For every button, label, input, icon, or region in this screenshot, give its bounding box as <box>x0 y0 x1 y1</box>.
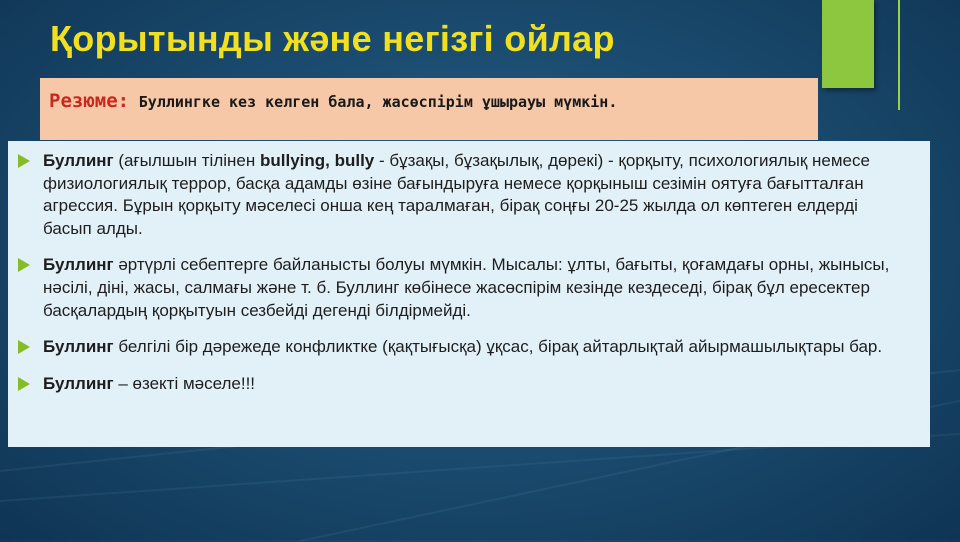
bullet-term: Буллинг <box>43 373 114 393</box>
bullet-list <box>18 150 898 409</box>
bullet-text: әртүрлі себептерге байланысты болуы мүмкін. Мысалы: ұлты, бағыты, қоғамдағы орны, жынысы, нәсілі, діні, жасы, салмағы және т. б. Буллинг көбінесе жасөспірім кезінде кездеседі, бірақ бұл ересектер басқалардың қорқытуын сезбейді дегенді білдірмейді. <box>43 255 890 320</box>
bullet-arrow-icon <box>18 154 30 168</box>
bullet-item <box>18 254 898 322</box>
bullet-item <box>18 373 898 396</box>
green-accent-line <box>898 0 900 110</box>
bullet-arrow-icon <box>18 377 30 391</box>
bullet-text: (ағылшын тілінен <box>113 151 260 170</box>
bullet-term: Буллинг <box>43 255 114 275</box>
bullet-text: – өзекті мәселе!!! <box>113 373 256 393</box>
summary-box <box>40 78 818 140</box>
bullet-term: Буллинг <box>43 151 114 170</box>
bullet-item <box>18 150 898 240</box>
bullet-arrow-icon <box>18 340 30 354</box>
slide-title: Қорытынды және негізгі ойлар <box>50 18 615 59</box>
bullet-text: - бұзақы, бұзақылық, дөрекі) - қорқыту, психологиялық немесе физиологиялық террор, басқа адамды өзіне бағындыруға немесе қорқыныш сезімін оятуға бағытталған агрессия. Бұрын қорқыту мәселесі онша кең таралмаған, бірақ соңғы 20-25 жылда ол көптеген елдерді басып алды. <box>43 151 870 238</box>
bullet-text: белгілі бір дәрежеде конфликтке (қақтығысқа) ұқсас, бірақ айтарлықтай айырмашылықтары бар. <box>113 337 883 357</box>
summary-text: Буллингке кез келген бала, жасөспірім ұшырауы мүмкін. <box>138 93 618 111</box>
green-accent-bar <box>822 0 874 88</box>
bullet-term: bullying, bully <box>259 151 375 170</box>
summary-label: Резюме: <box>49 90 130 112</box>
bullet-item <box>18 336 898 359</box>
bullet-term: Буллинг <box>43 337 114 357</box>
bullet-arrow-icon <box>18 258 30 272</box>
